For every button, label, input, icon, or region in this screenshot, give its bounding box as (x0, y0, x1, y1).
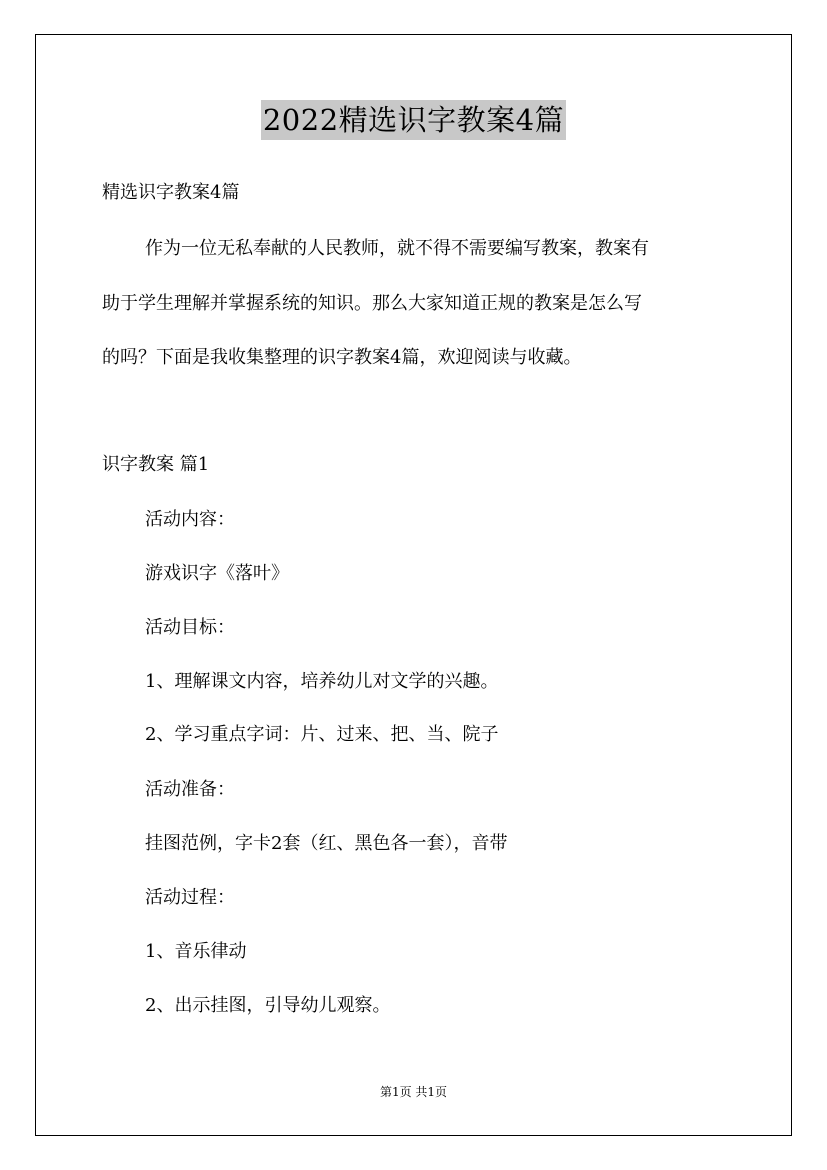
list-item: 活动准备： (145, 779, 235, 800)
list-item: 2、学习重点字词：片、过来、把、当、院子 (145, 724, 499, 745)
title-container (0, 100, 827, 140)
list-item: 2、出示挂图，引导幼儿观察。 (145, 995, 391, 1016)
list-item: 游戏识字《落叶》 (145, 563, 289, 584)
list-item: 活动过程： (145, 887, 235, 908)
list-item: 1、音乐律动 (145, 941, 247, 962)
document-title: 2022精选识字教案4篇 (261, 100, 566, 140)
intro-line-2: 助于学生理解并掌握系统的知识。那么大家知道正规的教案是怎么写 (102, 293, 642, 314)
section-heading: 识字教案 篇1 (102, 454, 210, 475)
list-item: 挂图范例，字卡2套（红、黑色各一套），音带 (145, 833, 508, 854)
list-item: 活动目标： (145, 617, 235, 638)
subtitle: 精选识字教案4篇 (102, 182, 240, 203)
intro-line-1: 作为一位无私奉献的人民教师，就不得不需要编写教案，教案有 (145, 238, 649, 259)
intro-line-3: 的吗？下面是我收集整理的识字教案4篇，欢迎阅读与收藏。 (102, 347, 582, 368)
page-footer: 第1页 共1页 (379, 1085, 448, 1099)
list-item: 活动内容： (145, 509, 235, 530)
list-item: 1、理解课文内容，培养幼儿对文学的兴趣。 (145, 671, 499, 692)
